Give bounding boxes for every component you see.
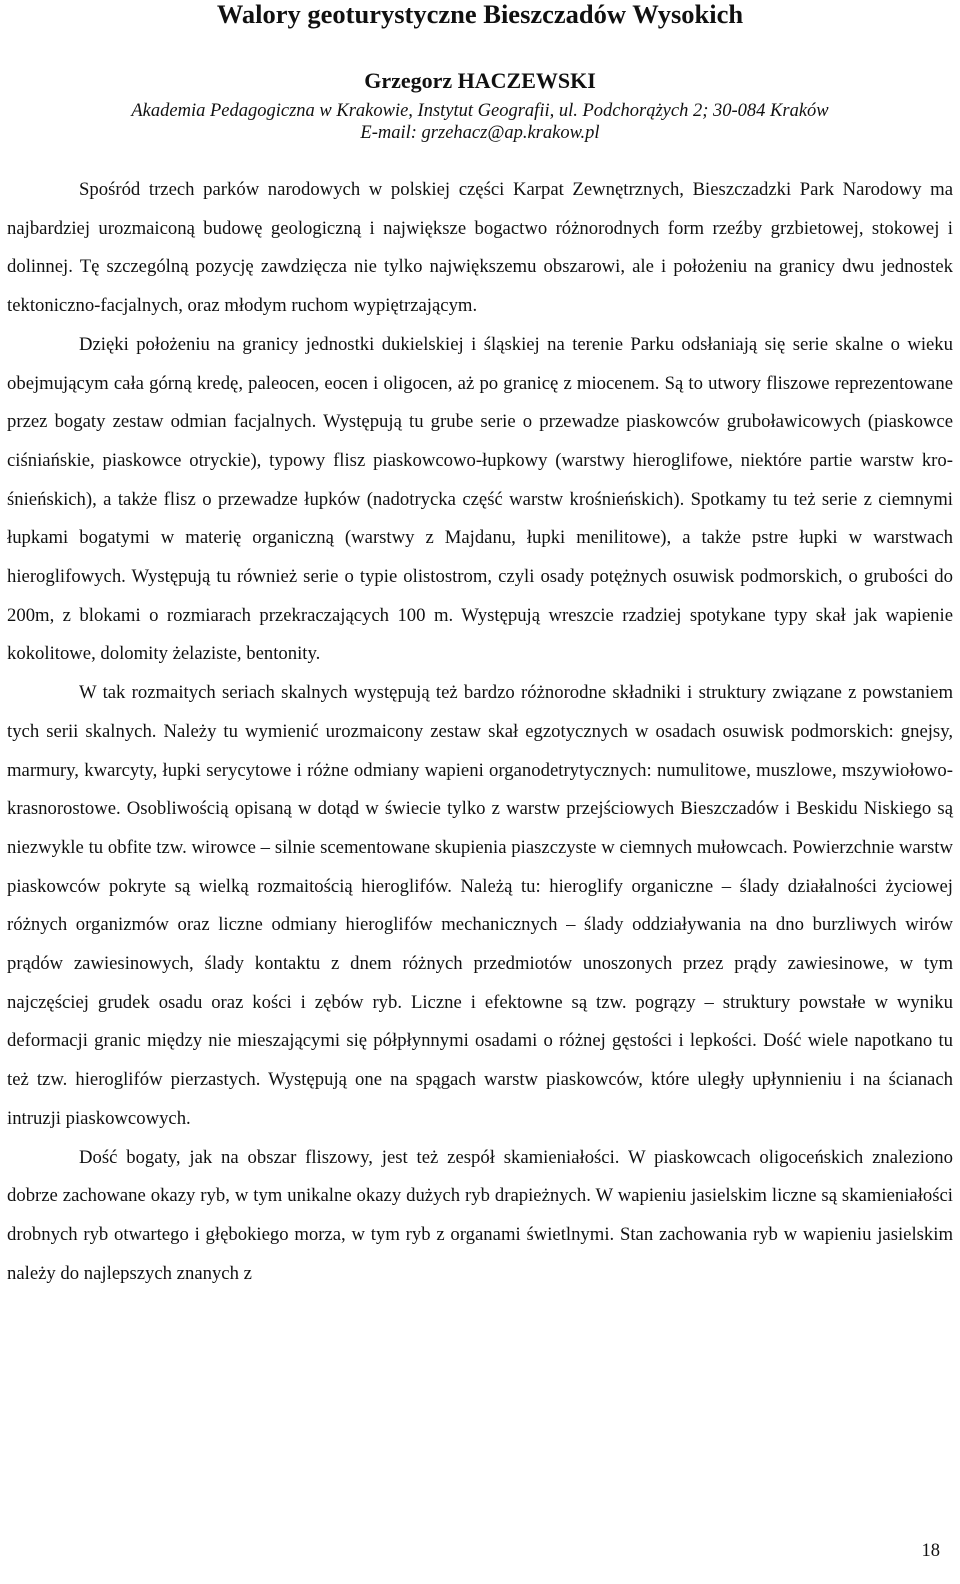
paragraph-structures: W tak rozmaitych seriach skalnych występują też bardzo różnorodne składniki i struktury związane z powstaniem tych serii skalnych. Należy tu wymienić urozmaicony zestaw skał egzotycznych w osadach osuwisk podmorskich: gnejsy, marmury, kwarcyty, łupki serycytowe i różne odmiany wapieni organodetrytycznych: numulitowe, muszlowe, mszywiołowo-krasnorostowe. Osobliwością opisaną w dotąd w świecie tylko z warstw przejściowych Bieszczadów i Beskidu Niskiego są niezwykle tu obfite tzw. wirowce – silnie scementowane skupienia piaszczyste w ciemnych mułowcach. Powierzchnie warstw piaskowców pokryte są wielką rozmaitością hieroglifów. Należą tu: hieroglify organiczne – ślady działalności życiowej różnych organizmów oraz liczne odmiany hieroglifów mechanicznych – ślady oddziaływania na dno burzliwych wirów prądów zawiesinowych, ślady kontaktu z dnem różnych przedmiotów unoszonych przez prądy zawiesinowe, w tym najczęściej grudek osadu oraz kości i zębów ryb. Liczne i efektowne są tzw. pogrązy – struktury powstałe w wyniku deformacji granic między nie mieszającymi się półpłynnymi osadami o różnej gęstości i lepkości. Dość wiele napotkano tu też tzw. hieroglifów pierzastych. Występują one na spągach warstw piaskowców, które uległy upłynnieniu i na ścianach intruzji piaskowcowych.: [7, 682, 953, 1129]
body-text: [7, 171, 953, 1293]
paragraph-fossils: Dość bogaty, jak na obszar fliszowy, jest też zespół skamieniałości. W piaskowcach oligoceńskich znaleziono dobrze zachowane okazy ryb, w tym unikalne okazy dużych ryb drapieżnych. W wapieniu jasielskim liczne są skamieniałości drobnych ryb otwartego i głębokiego morza, w tym ryb z organami świetlnymi. Stan zachowania ryb w wapieniu jasielskim należy do najlepszych znanych z: [7, 1146, 953, 1284]
paragraph-rock-series: Dzięki położeniu na granicy jednostki dukielskiej i śląskiej na terenie Parku odsłaniają się serie skalne o wieku obejmującym cała górną kredę, paleocen, eocen i oligocen, aż po granicę z miocenem. Są to utwory fliszowe reprezentowane przez bogaty zestaw odmian facjalnych. Występują tu grube serie o przewadze piaskowców gruboławicowych (piaskowce ciśniańskie, piaskowce otryckie), typowy flisz piaskowcowo-łupkowy (warstwy hieroglifowe, niektóre partie warstw krośnieńskich), a także flisz o przewadze łupków (nadotrycka część warstw krośnieńskich). Spotkamy tu też serie z ciemnymi łupkami bogatymi w materię organiczną (warstwy z Majdanu, łupki menilitowe), a także pstre łupki w warstwach hieroglifowych. Występują tu również serie o typie olistostrom, czyli osady potężnych osuwisk podmorskich, o grubości do 200m, z blokami o rozmiarach przekraczających 100 m. Występują wreszcie rzadziej spotykane typy skał jak wapienie kokolitowe, dolomity żelaziste, bentonity.: [7, 333, 953, 665]
paragraph-intro: Spośród trzech parków narodowych w polskiej części Karpat Zewnętrznych, Bieszczadzki Park Narodowy ma najbardziej urozmaiconą budowę geologiczną i największe bogactwo różnorodnych form rzeźby grzbietowej, stokowej i dolinnej. Tę szczególną pozycję zawdzięcza nie tylko największemu obszarowi, ale i położeniu na granicy dwu jednostek tektoniczno-facjalnych, oraz młodym ruchom wypiętrzającym.: [7, 179, 953, 317]
paper-title: Walory geoturystyczne Bieszczadów Wysokich: [216, 0, 744, 29]
page-number: 18: [921, 1541, 940, 1561]
author-email: E-mail: grzehacz@ap.krakow.pl: [360, 123, 600, 143]
author-name: Grzegorz HACZEWSKI: [364, 68, 596, 93]
author-affiliation: Akademia Pedagogiczna w Krakowie, Instytut Geografii, ul. Podchorążych 2; 30-084 Kraków: [131, 101, 829, 121]
